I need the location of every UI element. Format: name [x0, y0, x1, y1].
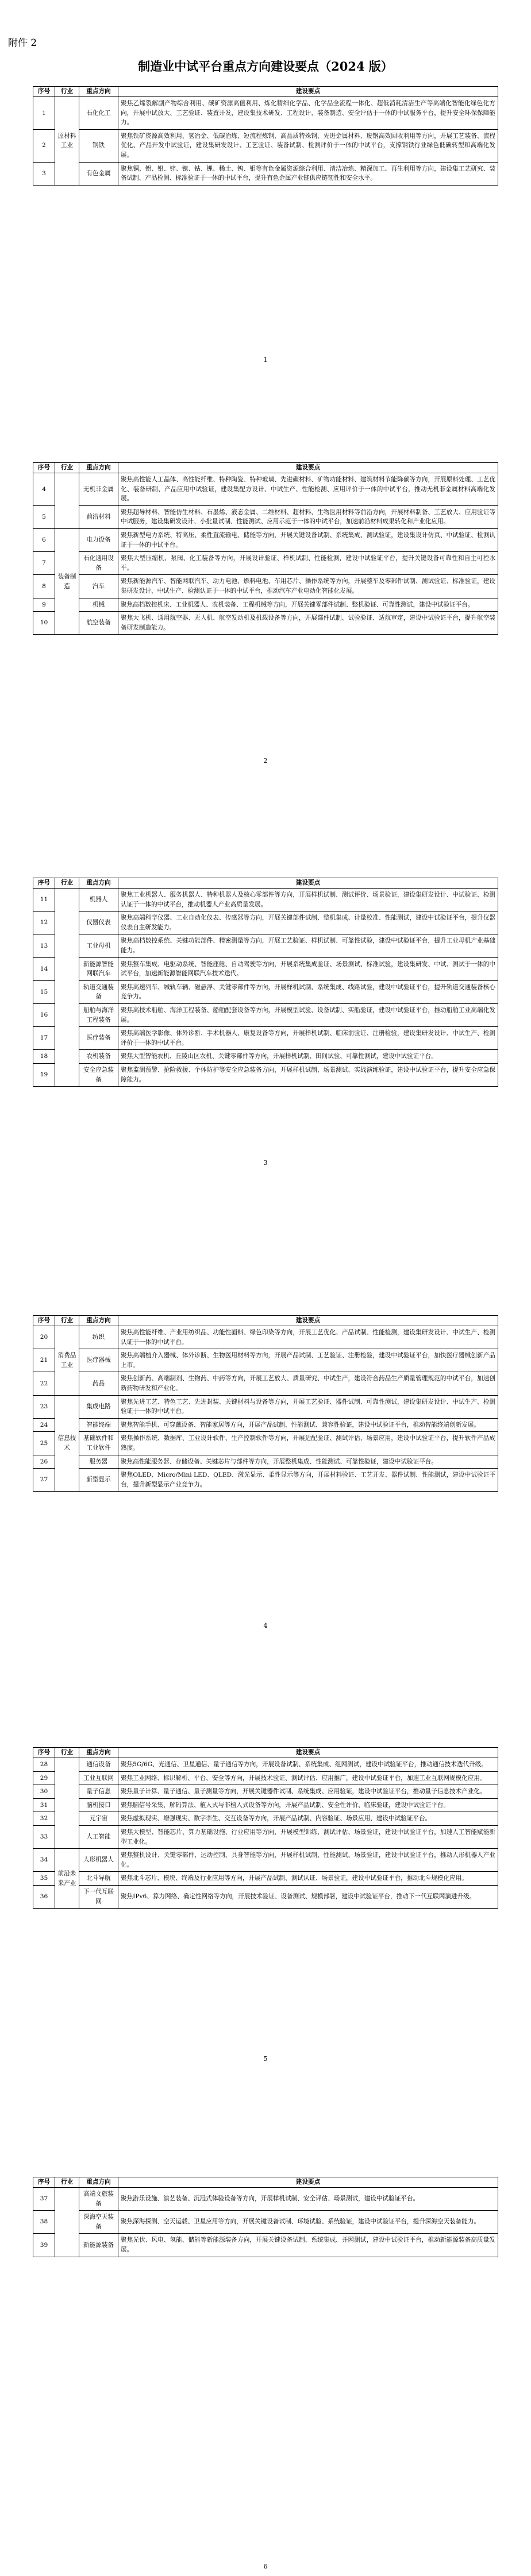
points-cell: 聚焦高端医学影像、体外诊断、手术机器人、康复设备等方向，开展样机试制、临床前验证、注册检验，建设集研发设计、中试生产、检测评价于一体的中试平台。 — [118, 1027, 498, 1050]
row-number: 8 — [33, 575, 55, 598]
row-number: 12 — [33, 912, 55, 934]
table-row — [33, 1825, 498, 1848]
direction-cell: 智能终端 — [79, 1418, 118, 1432]
direction-cell: 新能源智能网联汽车 — [79, 957, 118, 980]
direction-cell: 医疗器械 — [79, 1349, 118, 1372]
table-row — [33, 2188, 498, 2211]
industry-cell: 消费品工业 — [55, 1326, 79, 1396]
col-header-points: 建设要点 — [118, 1748, 498, 1758]
direction-cell: 基础软件和工业软件 — [79, 1432, 118, 1455]
industry-cell: 原材料工业 — [55, 97, 79, 186]
table-row — [33, 612, 498, 635]
col-header-industry: 行业 — [55, 1316, 79, 1326]
table-page-1 — [33, 86, 498, 186]
row-number: 1 — [33, 97, 55, 130]
table-row — [33, 1395, 498, 1418]
col-header-no: 序号 — [33, 2177, 55, 2188]
direction-cell: 下一代互联网 — [79, 1885, 118, 1908]
points-cell: 聚焦高档数控机床、工业机器人、农机装备、工程机械等方向，开展关键零部件试制、整机验证、可靠性测试，建设中试验证平台。 — [118, 598, 498, 612]
direction-cell: 安全应急装备 — [79, 1063, 118, 1086]
table-page-2 — [33, 462, 498, 635]
points-cell: 聚焦新型电力系统、特高压、柔性直流输电、储能等方向，开展关键设备试制、系统集成、测试验证，建设集设计仿真、中试验证、检测认证于一体的中试平台。 — [118, 528, 498, 551]
col-header-direction: 重点方向 — [79, 1748, 118, 1758]
points-cell: 聚焦高性能人工晶体、高性能纤维、特种陶瓷、特种玻璃、先进碳材料、矿物功能材料、建筑材料节能降碳等方向，开展原料处理、工艺优化、装备研制、产品应用中试验证，建设集配方设计、中试生产、性能检测、应用评价于一体的中试平台，推动无机非金属材料高端化发展。 — [118, 473, 498, 506]
row-number: 36 — [33, 1885, 55, 1908]
row-number: 20 — [33, 1326, 55, 1349]
table-row — [33, 552, 498, 575]
row-number: 35 — [33, 1872, 55, 1886]
row-number: 5 — [33, 505, 55, 528]
row-number: 26 — [33, 1455, 55, 1469]
direction-cell: 深海空天装备 — [79, 2211, 118, 2234]
table-row — [33, 1418, 498, 1432]
industry-cell: 信息技术 — [55, 1395, 79, 1492]
row-number: 10 — [33, 612, 55, 635]
points-cell: 聚焦大型压缩机、泵阀、化工装备等方向，开展设计验证、样机试制、性能检测，建设中试验证平台，提升关键设备可靠性和自主可控水平。 — [118, 552, 498, 575]
table-page-4 — [33, 1315, 498, 1492]
table-row — [33, 934, 498, 957]
table-header-row — [33, 463, 498, 473]
col-header-no: 序号 — [33, 1316, 55, 1326]
row-number: 9 — [33, 598, 55, 612]
direction-cell: 纺织 — [79, 1326, 118, 1349]
col-header-industry: 行业 — [55, 463, 79, 473]
points-cell: 聚焦深海探测、空天运载、卫星应用等方向，开展关键设备试制、环境试验、系统验证，建设中试验证平台，提升深海空天装备能力。 — [118, 2211, 498, 2234]
points-cell: 聚焦铁矿资源高效利用、氢冶金、低碳冶炼、短流程炼钢、高品质特殊钢、先进金属材料、废钢高效回收利用等方向，开展工艺装备、流程优化、产品开发中试验证，建设集研发设计、工艺验证、装备试制、检测评价于一体的中试平台，支撑钢铁行业绿色低碳转型和高端化发展。 — [118, 129, 498, 162]
row-number: 23 — [33, 1395, 55, 1418]
direction-cell: 无机非金属 — [79, 473, 118, 506]
points-cell: 聚焦乙烯裂解副产物综合利用、碳矿资源高值利用、炼化精细化学品、化学品全流程一体化、超低消耗清洁生产等高端化智能化绿色化方向，开展中试放大、工艺验证、装置开发，建设集技术研发、工程设计、装备制造、安全评估于一体的中试服务平台，提升安全环保保障能力。 — [118, 97, 498, 130]
points-cell: 聚焦整机设计、关键零部件、运动控制、具身智能等方向，开展样机试制、性能测试、场景验证，建设中试验证平台，推动人形机器人产业化。 — [118, 1849, 498, 1872]
table-header-row — [33, 2177, 498, 2188]
row-number: 28 — [33, 1758, 55, 1772]
col-header-points: 建设要点 — [118, 878, 498, 889]
page-number: 3 — [263, 1159, 268, 1167]
table-row — [33, 2234, 498, 2257]
points-cell: 聚焦大模型、智能芯片、算力基础设施、行业应用等方向，开展模型训练、测试评估、场景验证，建设中试验证平台，加速人工智能赋能新型工业化。 — [118, 1825, 498, 1848]
direction-cell: 高端文旅装备 — [79, 2188, 118, 2211]
col-header-industry: 行业 — [55, 878, 79, 889]
industry-cell: 装备制造 — [55, 528, 79, 634]
points-cell: 聚焦北斗芯片、模块、终端及行业应用等方向，开展产品试制、测试认证、场景验证，建设中试验证平台，推动北斗规模化应用。 — [118, 1872, 498, 1886]
points-cell: 聚焦OLED、Micro/Mini LED、QLED、激光显示、柔性显示等方向，开展材料验证、工艺开发、器件试制、性能测试，建设中试验证平台，提升新型显示产业竞争力。 — [118, 1469, 498, 1492]
points-cell: 聚焦IPv6、算力网络、确定性网络等方向，开展技术验证、设备测试、规模部署，建设中试验证平台，推动下一代互联网演进升级。 — [118, 1885, 498, 1908]
row-number: 14 — [33, 957, 55, 980]
industry-cell: 前沿未来产业 — [55, 1849, 79, 1909]
points-cell: 聚焦高速列车、城轨车辆、磁悬浮、关键零部件等方向，开展样机试制、系统集成、线路试验，建设中试验证平台，提升轨道交通装备核心竞争力。 — [118, 980, 498, 1003]
table-row — [33, 1326, 498, 1349]
points-cell: 聚焦工业机器人、服务机器人、特种机器人及核心零部件等方向，开展样机试制、测试评价、场景验证，建设集研发设计、中试验证、检测认证于一体的中试平台，推动机器人产业高质量发展。 — [118, 889, 498, 912]
table-row — [33, 473, 498, 506]
row-number: 6 — [33, 528, 55, 551]
table-row — [33, 1432, 498, 1455]
row-number: 22 — [33, 1372, 55, 1395]
table-header-row — [33, 878, 498, 889]
table-row — [33, 957, 498, 980]
points-cell: 聚焦操作系统、数据库、工业设计软件、生产控制软件等方向，开展适配验证、测试评估、场景应用，建设中试验证平台，提升软件产品成熟度。 — [118, 1432, 498, 1455]
points-cell: 聚焦高档数控系统、关键功能部件、精密测量等方向，开展工艺验证、样机试制、可靠性试验，建设中试验证平台，提升工业母机产业基础能力。 — [118, 934, 498, 957]
col-header-points: 建设要点 — [118, 1316, 498, 1326]
table-row — [33, 1758, 498, 1772]
table-row — [33, 1812, 498, 1826]
col-header-no: 序号 — [33, 1748, 55, 1758]
col-header-industry: 行业 — [55, 87, 79, 97]
direction-cell: 医疗装备 — [79, 1027, 118, 1050]
row-number: 15 — [33, 980, 55, 1003]
row-number: 32 — [33, 1812, 55, 1826]
table-row — [33, 1003, 498, 1026]
industry-cell — [55, 1758, 79, 1849]
row-number: 25 — [33, 1432, 55, 1455]
points-cell: 聚焦大型智能农机、丘陵山区农机、关键零部件等方向，开展样机试制、田间试验、可靠性测试，建设中试验证平台。 — [118, 1050, 498, 1064]
direction-cell: 石化化工 — [79, 97, 118, 130]
row-number: 2 — [33, 129, 55, 162]
table-row — [33, 97, 498, 130]
points-cell: 聚焦创新药、高端制剂、生物药、中药等方向，开展工艺放大、质量研究、中试生产，建设符合药品生产质量管理规范的中试平台，加速创新药物研发和产业化。 — [118, 1372, 498, 1395]
direction-cell: 汽车 — [79, 575, 118, 598]
table-row — [33, 1798, 498, 1812]
table-row — [33, 1469, 498, 1492]
points-cell: 聚焦智能手机、可穿戴设备、智能家居等方向，开展产品试制、性能测试、兼容性验证，建设中试验证平台，推动智能终端创新发展。 — [118, 1418, 498, 1432]
table-row — [33, 1785, 498, 1799]
row-number: 37 — [33, 2188, 55, 2211]
industry-cell — [55, 889, 79, 1087]
table-row — [33, 1050, 498, 1064]
col-header-direction: 重点方向 — [79, 878, 118, 889]
direction-cell: 量子信息 — [79, 1785, 118, 1799]
direction-cell: 人形机器人 — [79, 1849, 118, 1872]
points-cell: 聚焦先进工艺、特色工艺、先进封装、关键材料与设备等方向，开展工艺验证、器件试制、可靠性测试，建设集研发设计、中试生产、检测验证于一体的中试平台。 — [118, 1395, 498, 1418]
direction-cell: 前沿材料 — [79, 505, 118, 528]
direction-cell: 服务器 — [79, 1455, 118, 1469]
points-cell: 聚焦高性能服务器、存储设备、关键芯片与部件等方向，开展整机集成、性能测试、可靠性验证，建设中试验证平台。 — [118, 1455, 498, 1469]
points-cell: 聚焦大飞机、通用航空器、无人机、航空发动机及机载设备等方向，开展部件试制、试验验证、适航审定，建设中试验证平台，提升航空装备研发制造能力。 — [118, 612, 498, 635]
row-number: 30 — [33, 1785, 55, 1799]
table-row — [33, 1455, 498, 1469]
row-number: 24 — [33, 1418, 55, 1432]
points-cell: 聚焦整车集成、电驱动系统、智能座舱、自动驾驶等方向，开展系统集成验证、场景测试、标准试验，建设集研发、中试、测试于一体的中试平台，加速新能源智能网联汽车技术迭代。 — [118, 957, 498, 980]
row-number: 19 — [33, 1063, 55, 1086]
table-row — [33, 1027, 498, 1050]
direction-cell: 钢铁 — [79, 129, 118, 162]
row-number: 27 — [33, 1469, 55, 1492]
col-header-direction: 重点方向 — [79, 2177, 118, 2188]
points-cell: 聚焦监测预警、抢险救援、个体防护等安全应急装备方向，开展样机试制、场景测试、实战演练验证，建设中试验证平台，提升安全应急保障能力。 — [118, 1063, 498, 1086]
direction-cell: 药品 — [79, 1372, 118, 1395]
document-title: 制造业中试平台重点方向建设要点（2024 版） — [138, 59, 393, 74]
row-number: 17 — [33, 1027, 55, 1050]
table-page-6 — [33, 2177, 498, 2257]
col-header-points: 建设要点 — [118, 463, 498, 473]
points-cell: 聚焦脑信号采集、解码算法、植入式与非植入式设备等方向，开展产品试制、安全性评价、临床验证，建设中试验证平台。 — [118, 1798, 498, 1812]
page-number: 6 — [263, 2563, 268, 2570]
direction-cell: 集成电路 — [79, 1395, 118, 1418]
points-cell: 聚焦铜、铝、铅、锌、镍、钴、锂、稀土、钨、钼等有色金属资源综合利用、清洁冶炼、精深加工、再生利用等方向，建设集工艺研究、装备试制、产品检测、标准验证于一体的中试平台，提升有色金属产业链供应链韧性和安全水平。 — [118, 162, 498, 185]
table-page-5 — [33, 1747, 498, 1909]
points-cell: 聚焦高端植介入器械、体外诊断、生物医用材料等方向，开展产品试制、工艺验证、注册检验，建设中试验证平台，加快医疗器械创新产品上市。 — [118, 1349, 498, 1372]
table-row — [33, 912, 498, 934]
col-header-direction: 重点方向 — [79, 1316, 118, 1326]
direction-cell: 轨道交通装备 — [79, 980, 118, 1003]
table-row — [33, 980, 498, 1003]
table-page-3 — [33, 878, 498, 1087]
points-cell: 聚焦高端科学仪器、工业自动化仪表、传感器等方向，开展关键部件试制、整机集成、计量校准、性能测试，建设中试验证平台，提升仪器仪表自主研发能力。 — [118, 912, 498, 934]
direction-cell: 新型显示 — [79, 1469, 118, 1492]
col-header-points: 建设要点 — [118, 2177, 498, 2188]
direction-cell: 北斗导航 — [79, 1872, 118, 1886]
table-row — [33, 528, 498, 551]
col-header-direction: 重点方向 — [79, 463, 118, 473]
row-number: 39 — [33, 2234, 55, 2257]
page-number: 2 — [263, 757, 268, 764]
table-header-row — [33, 1316, 498, 1326]
points-cell: 聚焦量子计算、量子通信、量子测量等方向，开展关键器件试制、系统集成、应用验证，建设中试验证平台，推动量子信息技术产业化。 — [118, 1785, 498, 1799]
row-number: 31 — [33, 1798, 55, 1812]
industry-cell — [55, 473, 79, 529]
direction-cell: 有色金属 — [79, 162, 118, 185]
direction-cell: 航空装备 — [79, 612, 118, 635]
direction-cell: 船舶与海洋工程装备 — [79, 1003, 118, 1026]
page-number: 4 — [263, 1622, 268, 1629]
row-number: 29 — [33, 1771, 55, 1785]
row-number: 18 — [33, 1050, 55, 1064]
table-row — [33, 1771, 498, 1785]
direction-cell: 农机装备 — [79, 1050, 118, 1064]
points-cell: 聚焦游乐设施、演艺装备、沉浸式体验设备等方向，开展样机试制、安全评估、场景测试，建设中试验证平台。 — [118, 2188, 498, 2211]
row-number: 16 — [33, 1003, 55, 1026]
table-row — [33, 1063, 498, 1086]
row-number: 7 — [33, 552, 55, 575]
direction-cell: 新能源装备 — [79, 2234, 118, 2257]
table-row — [33, 129, 498, 162]
industry-cell — [55, 2188, 79, 2257]
attachment-label: 附件 2 — [8, 37, 37, 49]
table-row — [33, 575, 498, 598]
col-header-industry: 行业 — [55, 1748, 79, 1758]
direction-cell: 机器人 — [79, 889, 118, 912]
points-cell: 聚焦5G/6G、光通信、卫星通信、量子通信等方向，开展设备试制、系统集成、组网测试，建设中试验证平台，推动通信技术迭代升级。 — [118, 1758, 498, 1772]
points-cell: 聚焦高性能纤维、产业用纺织品、功能性面料、绿色印染等方向，开展工艺优化、产品试制、性能检测，建设集研发设计、中试生产、检测认证于一体的中试平台。 — [118, 1326, 498, 1349]
table-header-row — [33, 1748, 498, 1758]
col-header-points: 建设要点 — [118, 87, 498, 97]
direction-cell: 电力设备 — [79, 528, 118, 551]
page-number: 1 — [263, 356, 268, 364]
direction-cell: 工业母机 — [79, 934, 118, 957]
col-header-no: 序号 — [33, 463, 55, 473]
table-row — [33, 162, 498, 185]
row-number: 38 — [33, 2211, 55, 2234]
points-cell: 聚焦工业网络、标识解析、平台、安全等方向，开展技术验证、测试评估、应用推广，建设中试验证平台，加速工业互联网规模化应用。 — [118, 1771, 498, 1785]
page-number: 5 — [263, 2055, 268, 2063]
direction-cell: 机械 — [79, 598, 118, 612]
col-header-no: 序号 — [33, 87, 55, 97]
col-header-no: 序号 — [33, 878, 55, 889]
direction-cell: 人工智能 — [79, 1825, 118, 1848]
table-row — [33, 1872, 498, 1886]
table-row — [33, 505, 498, 528]
table-row — [33, 1885, 498, 1908]
direction-cell: 通信设备 — [79, 1758, 118, 1772]
table-row — [33, 1349, 498, 1372]
direction-cell: 元宇宙 — [79, 1812, 118, 1826]
direction-cell: 工业互联网 — [79, 1771, 118, 1785]
row-number: 3 — [33, 162, 55, 185]
table-row — [33, 2211, 498, 2234]
points-cell: 聚焦光伏、风电、氢能、储能等新能源装备方向，开展关键设备试制、系统集成、并网测试，建设中试验证平台，推动新能源装备高质量发展。 — [118, 2234, 498, 2257]
col-header-industry: 行业 — [55, 2177, 79, 2188]
points-cell: 聚焦新能源汽车、智能网联汽车、动力电池、燃料电池、车用芯片、操作系统等方向，开展整车及零部件试制、测试验证、标准验证，建设集研发设计、中试生产、检测认证于一体的中试平台，推动汽车产业电动化智能化发展。 — [118, 575, 498, 598]
row-number: 33 — [33, 1825, 55, 1848]
points-cell: 聚焦高技术船舶、海洋工程装备、船舶配套设备等方向，开展模型试验、设备试制、实船验证，建设中试验证平台，推动船舶工业高端化发展。 — [118, 1003, 498, 1026]
row-number: 34 — [33, 1849, 55, 1872]
table-row — [33, 1849, 498, 1872]
points-cell: 聚焦超导材料、智能仿生材料、石墨烯、液态金属、二维材料、超材料、生物医用材料等前沿方向，开展材料制备、工艺放大、应用验证等中试服务，建设集研发设计、小批量试制、性能测试、应用示范于一体的中试平台，加速前沿材料成果转化和产业化应用。 — [118, 505, 498, 528]
table-row — [33, 1372, 498, 1395]
table-row — [33, 889, 498, 912]
direction-cell: 脑机接口 — [79, 1798, 118, 1812]
direction-cell: 仪器仪表 — [79, 912, 118, 934]
row-number: 13 — [33, 934, 55, 957]
col-header-direction: 重点方向 — [79, 87, 118, 97]
table-row — [33, 598, 498, 612]
table-header-row — [33, 87, 498, 97]
row-number: 11 — [33, 889, 55, 912]
direction-cell: 石化通用设备 — [79, 552, 118, 575]
row-number: 4 — [33, 473, 55, 506]
row-number: 21 — [33, 1349, 55, 1372]
points-cell: 聚焦虚拟现实、增强现实、数字孪生、交互设备等方向，开展产品试制、内容验证、场景应用，建设中试验证平台。 — [118, 1812, 498, 1826]
